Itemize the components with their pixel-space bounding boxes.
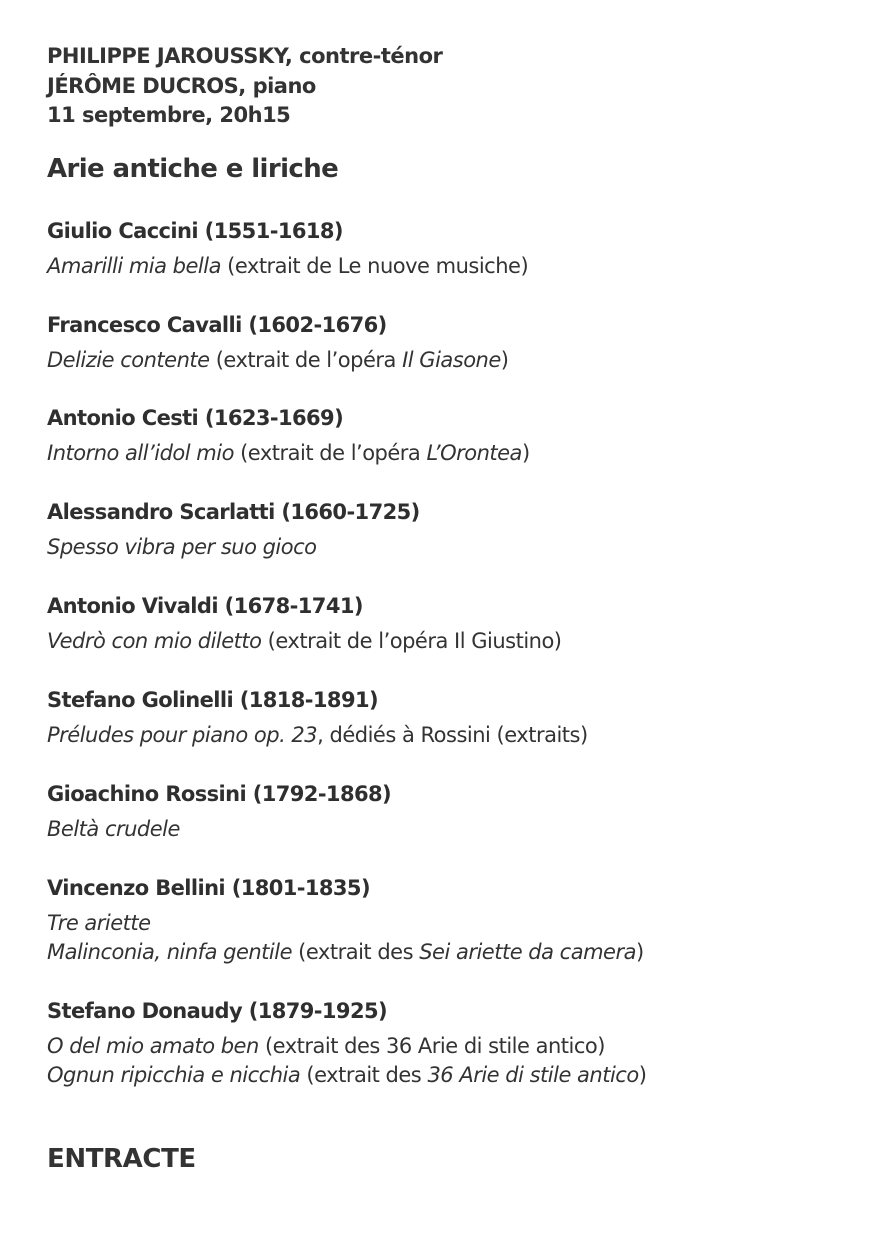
work-line — [47, 439, 530, 468]
work-title: Préludes pour piano op. 23 — [47, 723, 318, 747]
work-detail-italic: Il Giasone — [402, 348, 501, 372]
work-title: Tre ariette — [47, 911, 151, 935]
composer-name: Vincenzo Bellini (1801-1835) — [47, 876, 370, 900]
work-detail: (extrait de l’opéra Il Giustino) — [261, 629, 562, 653]
work-detail: (extrait des — [300, 1063, 428, 1087]
work-detail: (extrait de Le nuove musiche) — [220, 254, 529, 278]
work-title: Beltà crudele — [47, 817, 180, 841]
work-line — [47, 938, 644, 967]
work-line — [47, 909, 644, 938]
program-item — [47, 874, 644, 967]
intermission-heading: ENTRACTE — [47, 1144, 196, 1174]
work-detail-italic: 36 Arie di stile antico — [427, 1063, 639, 1087]
work-title: Vedrò con mio diletto — [47, 629, 262, 653]
composer-name: Francesco Cavalli (1602-1676) — [47, 313, 387, 337]
performer-role: piano — [245, 73, 316, 98]
work-title: Intorno all’idol mio — [47, 441, 234, 465]
performer-line-2 — [47, 72, 442, 102]
concert-date: 11 septembre, 20h15 — [47, 103, 291, 127]
work-line — [47, 1032, 646, 1061]
composer-name: Giulio Caccini (1551-1618) — [47, 219, 343, 243]
composer-name: Antonio Cesti (1623-1669) — [47, 406, 344, 430]
work-title: Spesso vibra per suo gioco — [47, 535, 317, 559]
work-detail: (extrait des 36 Arie di stile antico) — [258, 1034, 605, 1058]
work-detail: , dédiés à Rossini (extraits) — [317, 723, 588, 747]
work-detail-end: ) — [521, 441, 530, 465]
composer-name: Stefano Donaudy (1879-1925) — [47, 999, 387, 1023]
program-item — [47, 498, 420, 562]
composer-name: Gioachino Rossini (1792-1868) — [47, 782, 391, 806]
work-line — [47, 346, 509, 375]
performer-role: contre-ténor — [292, 44, 443, 68]
work-title: Delizie contente — [47, 348, 210, 372]
program-item — [47, 404, 530, 468]
program-item — [47, 686, 588, 750]
performer-line-1 — [47, 42, 442, 72]
work-title: O del mio amato ben — [47, 1034, 259, 1058]
work-detail-end: ) — [635, 940, 644, 964]
work-line — [47, 627, 562, 656]
work-line — [47, 533, 420, 562]
work-line — [47, 1061, 646, 1090]
program-item — [47, 217, 528, 281]
work-line — [47, 252, 528, 281]
program-item — [47, 311, 509, 375]
work-detail: (extrait de l’opéra — [209, 348, 403, 372]
performer-name: PHILIPPE JAROUSSKY, — [47, 44, 293, 68]
program-title: Arie antiche e liriche — [47, 154, 339, 184]
work-line — [47, 815, 391, 844]
program-item — [47, 997, 646, 1090]
work-detail-end: ) — [638, 1063, 647, 1087]
work-detail: (extrait de l’opéra — [233, 441, 427, 465]
program-item — [47, 780, 391, 844]
composer-name: Alessandro Scarlatti (1660-1725) — [47, 500, 420, 524]
work-detail-end: ) — [500, 348, 509, 372]
work-title: Ognun ripicchia e nicchia — [47, 1063, 301, 1087]
program-item — [47, 592, 562, 656]
composer-name: Stefano Golinelli (1818-1891) — [47, 688, 378, 712]
composer-name: Antonio Vivaldi (1678-1741) — [47, 594, 363, 618]
work-title: Malinconia, ninfa gentile — [47, 940, 292, 964]
performer-name: JÉRÔME DUCROS, — [47, 73, 246, 98]
work-detail-italic: Sei ariette da camera — [419, 940, 636, 964]
work-detail: (extrait des — [292, 940, 420, 964]
work-title: Amarilli mia bella — [47, 254, 221, 278]
work-line — [47, 721, 588, 750]
work-detail-italic: L’Orontea — [426, 441, 522, 465]
concert-header — [47, 42, 442, 131]
